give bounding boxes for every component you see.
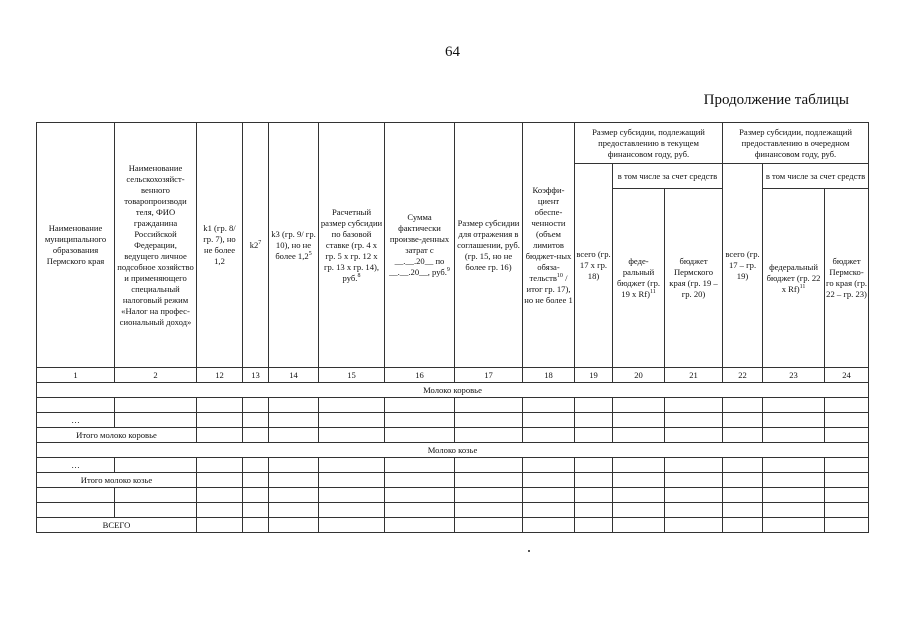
colnum-22: 22 — [723, 368, 763, 383]
table-cell — [243, 398, 269, 413]
table-cell — [613, 398, 665, 413]
footnote-8: 8 — [357, 272, 361, 279]
header-col2: Наименование сельскохозяйст-венного товаропроизводи теля, ФИО гражданина Российской Федерации, ведущего личное подсобное хозяйство и применяющего специальный налоговый режим «Налог на профес-сиональный доход» — [115, 123, 197, 368]
header-col20-text: феде-ральный бюджет (гр. 19 х Rf) — [616, 256, 661, 299]
table-cell — [665, 503, 723, 518]
table-cell — [269, 458, 319, 473]
stray-dot — [528, 550, 530, 552]
table-cell — [115, 458, 197, 473]
table-cell — [319, 518, 385, 533]
table-cell — [825, 488, 869, 503]
table-cell — [37, 398, 115, 413]
colnum-14: 14 — [269, 368, 319, 383]
grand-total-label: ВСЕГО — [37, 518, 197, 533]
table-cell — [523, 458, 575, 473]
ellipsis-cell: … — [37, 458, 115, 473]
footnote-7: 7 — [258, 239, 262, 246]
table-cell — [269, 518, 319, 533]
header-col23 — [763, 189, 825, 368]
colnum-1: 1 — [37, 368, 115, 383]
table-cell — [455, 458, 523, 473]
table-row — [37, 488, 869, 503]
table-cell — [319, 488, 385, 503]
colnum-21: 21 — [665, 368, 723, 383]
table-cell — [575, 428, 613, 443]
table-cell — [763, 398, 825, 413]
table-cell — [385, 473, 455, 488]
total-cow-milk-label: Итого молоко коровье — [37, 428, 197, 443]
table-cell — [319, 398, 385, 413]
continuation-title: Продолжение таблицы — [703, 92, 849, 108]
table-row-total-goat — [37, 473, 869, 488]
table-cell — [665, 413, 723, 428]
table-cell — [575, 473, 613, 488]
table-cell — [763, 503, 825, 518]
table-cell — [385, 428, 455, 443]
colnum-15: 15 — [319, 368, 385, 383]
table-cell — [575, 503, 613, 518]
header-col23-text: федеральный бюджет (гр. 22 х Rf) — [766, 261, 821, 294]
footnote-10: 10 — [556, 272, 563, 279]
table-cell — [319, 473, 385, 488]
table-cell — [763, 413, 825, 428]
table-cell — [269, 413, 319, 428]
table-cell — [319, 413, 385, 428]
table-cell — [455, 428, 523, 443]
table-cell — [723, 503, 763, 518]
table-cell — [665, 398, 723, 413]
table-cell — [385, 458, 455, 473]
header-col18-tail: / итог гр. 17), но не более 1 — [524, 272, 573, 305]
header-col13 — [243, 123, 269, 368]
table-cell — [243, 413, 269, 428]
header-col13-text: k2 — [249, 239, 259, 250]
footnote-11b: 11 — [799, 283, 806, 290]
table-row-ellipsis-goat — [37, 458, 869, 473]
table-cell — [665, 458, 723, 473]
table-cell — [455, 473, 523, 488]
table-cell — [197, 488, 243, 503]
table-row-grand-total — [37, 518, 869, 533]
table-cell — [723, 398, 763, 413]
table-cell — [455, 413, 523, 428]
table-cell — [269, 488, 319, 503]
table-cell — [613, 473, 665, 488]
table-row-ellipsis-cow — [37, 413, 869, 428]
table-cell — [455, 503, 523, 518]
table-cell — [523, 413, 575, 428]
table-cell — [115, 413, 197, 428]
table-cell — [197, 518, 243, 533]
header-incl-current: в том числе за счет средств — [613, 164, 723, 189]
table-row — [37, 398, 869, 413]
table-cell — [613, 503, 665, 518]
table-cell — [763, 458, 825, 473]
colnum-18: 18 — [523, 368, 575, 383]
colnum-20: 20 — [613, 368, 665, 383]
header-col15 — [319, 123, 385, 368]
section-row-goat — [37, 443, 869, 458]
table-cell — [723, 413, 763, 428]
colnum-23: 23 — [763, 368, 825, 383]
table-cell — [613, 488, 665, 503]
header-col18 — [523, 123, 575, 368]
table-cell — [243, 458, 269, 473]
header-col15-text: Расчетный размер субсидии по базовой ставке (гр. 4 х гр. 5 х гр. 12 х гр. 13 х гр. 14), руб. — [320, 206, 383, 283]
colnum-12: 12 — [197, 368, 243, 383]
colnum-13: 13 — [243, 368, 269, 383]
table-cell — [115, 398, 197, 413]
table-cell — [825, 518, 869, 533]
table-cell — [37, 488, 115, 503]
section-goat-milk: Молоко козье — [37, 443, 869, 458]
table-cell — [243, 473, 269, 488]
table-cell — [723, 458, 763, 473]
header-col14-text: k3 (гр. 9/ гр. 10), но не более 1,2 — [271, 228, 316, 261]
header-col24: бюджет Пермско-го края (гр. 22 – гр. 23) — [825, 189, 869, 368]
table-cell — [385, 398, 455, 413]
table-cell — [825, 503, 869, 518]
table-cell — [319, 428, 385, 443]
ellipsis-cell: … — [37, 413, 115, 428]
table-cell — [763, 488, 825, 503]
footnote-11a: 11 — [649, 289, 656, 296]
colnum-24: 24 — [825, 368, 869, 383]
header-row-1 — [37, 123, 869, 164]
column-number-row — [37, 368, 869, 383]
table-row-total-cow — [37, 428, 869, 443]
header-col20 — [613, 189, 665, 368]
table-cell — [523, 488, 575, 503]
table-cell — [243, 503, 269, 518]
table-cell — [243, 488, 269, 503]
colnum-19: 19 — [575, 368, 613, 383]
table-cell — [269, 428, 319, 443]
header-col21: бюджет Пермского края (гр. 19 – гр. 20) — [665, 189, 723, 368]
table-cell — [455, 398, 523, 413]
header-col14 — [269, 123, 319, 368]
colnum-16: 16 — [385, 368, 455, 383]
table-cell — [385, 488, 455, 503]
table-cell — [723, 473, 763, 488]
table-cell — [825, 413, 869, 428]
table-cell — [197, 473, 243, 488]
table-cell — [665, 428, 723, 443]
table-cell — [575, 413, 613, 428]
page-number: 64 — [445, 44, 460, 60]
table-cell — [197, 503, 243, 518]
header-group-next: Размер субсидии, подлежащий предоставлению в очередном финансовом году, руб. — [723, 123, 869, 164]
table-cell — [197, 428, 243, 443]
table-cell — [723, 518, 763, 533]
header-col17: Размер субсидии для отражения в соглашении, руб. (гр. 15, но не более гр. 16) — [455, 123, 523, 368]
table-cell — [269, 473, 319, 488]
table-cell — [665, 518, 723, 533]
colnum-17: 17 — [455, 368, 523, 383]
header-col19: всего (гр. 17 х гр. 18) — [575, 164, 613, 368]
table-cell — [613, 428, 665, 443]
table-cell — [825, 473, 869, 488]
table-cell — [319, 503, 385, 518]
table-cell — [763, 473, 825, 488]
subsidy-table — [36, 122, 869, 533]
table-cell — [319, 458, 385, 473]
table-cell — [385, 518, 455, 533]
table-cell — [665, 488, 723, 503]
table-cell — [455, 518, 523, 533]
table-cell — [455, 488, 523, 503]
table-cell — [523, 398, 575, 413]
table-cell — [825, 428, 869, 443]
footnote-9: 9 — [446, 267, 450, 274]
header-col22: всего (гр. 17 – гр. 19) — [723, 164, 763, 368]
table-cell — [613, 413, 665, 428]
header-col16 — [385, 123, 455, 368]
table-cell — [575, 518, 613, 533]
header-col12: k1 (гр. 8/ гр. 7), но не более 1,2 — [197, 123, 243, 368]
table-cell — [197, 413, 243, 428]
footnote-5: 5 — [308, 250, 312, 257]
table-cell — [825, 458, 869, 473]
table-cell — [243, 428, 269, 443]
header-col16-text: Сумма фактически произве-денных затрат с __.__.20__ по __.__.20__, руб. — [389, 212, 450, 277]
section-cow-milk: Молоко коровье — [37, 383, 869, 398]
table-cell — [523, 518, 575, 533]
table-cell — [575, 398, 613, 413]
table-row — [37, 503, 869, 518]
table-cell — [37, 503, 115, 518]
table-cell — [613, 518, 665, 533]
table-cell — [723, 428, 763, 443]
header-incl-next: в том числе за счет средств — [763, 164, 869, 189]
header-col18-text: Коэффи-циент обеспе-ченности (объем лимитов бюджет-ных обяза-тельств — [525, 184, 572, 283]
table-cell — [197, 458, 243, 473]
table-cell — [385, 413, 455, 428]
header-group-current: Размер субсидии, подлежащий предоставлению в текущем финансовом году, руб. — [575, 123, 723, 164]
table-cell — [115, 503, 197, 518]
table-cell — [523, 503, 575, 518]
table-cell — [115, 488, 197, 503]
table-cell — [575, 488, 613, 503]
table-cell — [763, 428, 825, 443]
header-col1: Наименование муниципального образования Пермского края — [37, 123, 115, 368]
table-cell — [523, 473, 575, 488]
table-cell — [243, 518, 269, 533]
table-cell — [575, 458, 613, 473]
table-cell — [665, 473, 723, 488]
table-cell — [197, 398, 243, 413]
total-goat-milk-label: Итого молоко козье — [37, 473, 197, 488]
section-row-cow — [37, 383, 869, 398]
table-cell — [385, 503, 455, 518]
table-cell — [723, 488, 763, 503]
colnum-2: 2 — [115, 368, 197, 383]
table-cell — [269, 398, 319, 413]
table-cell — [825, 398, 869, 413]
table-cell — [763, 518, 825, 533]
table-cell — [523, 428, 575, 443]
table-cell — [269, 503, 319, 518]
table-cell — [613, 458, 665, 473]
